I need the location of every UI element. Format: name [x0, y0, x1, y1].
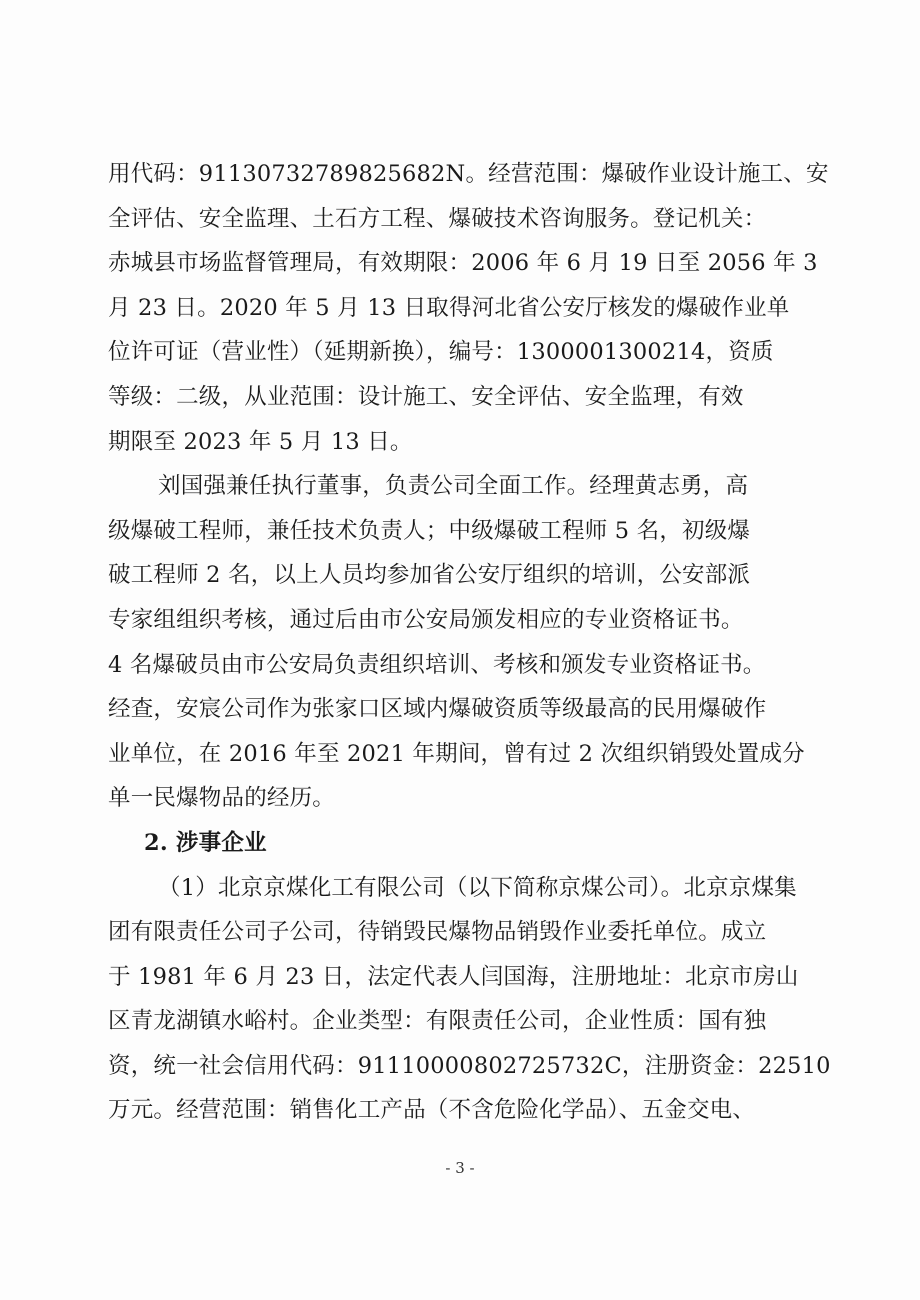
section-heading: 2. 涉事企业 — [144, 829, 267, 856]
text-line: 经查，安宸公司作为张家口区域内爆破资质等级最高的民用爆破作 — [108, 696, 767, 723]
text-line: 区青龙湖镇水峪村。企业类型：有限责任公司，企业性质：国有独 — [108, 1008, 767, 1035]
text-line: 用代码：91130732789825682N。经营范围：爆破作业设计施工、安 — [108, 161, 829, 187]
page-number: - 3 - — [445, 1159, 475, 1177]
body-text — [108, 152, 831, 1133]
text-line: 等级：二级，从业范围：设计施工、安全评估、安全监理，有效 — [108, 383, 744, 410]
text-line: 刘国强兼任执行董事，负责公司全面工作。经理黄志勇，高 — [158, 473, 749, 500]
text-line: 月 23 日。2020 年 5 月 13 日取得河北省公安厅核发的爆破作业单 — [108, 294, 790, 321]
text-line: 全评估、安全监理、土石方工程、爆破技术咨询服务。登记机关： — [108, 205, 767, 232]
text-line: 资，统一社会信用代码：91110000802725732C，注册资金：22510 — [108, 1052, 831, 1079]
text-line: 专家组组织考核，通过后由市公安局颁发相应的专业资格证书。 — [108, 606, 744, 633]
text-line: （1）北京京煤化工有限公司（以下简称京煤公司）。北京京煤集 — [158, 874, 797, 901]
text-line: 级爆破工程师，兼任技术负责人；中级爆破工程师 5 名，初级爆 — [108, 517, 751, 544]
text-line: 赤城县市场监督管理局，有效期限：2006 年 6 月 19 日至 2056 年 3 — [108, 250, 818, 277]
text-line: 团有限责任公司子公司，待销毁民爆物品销毁作业委托单位。成立 — [108, 919, 767, 946]
text-line: 位许可证（营业性）（延期新换），编号：1300001300214，资质 — [108, 339, 774, 366]
text-line: 万元。经营范围：销售化工产品（不含危险化学品）、五金交电、 — [108, 1097, 756, 1124]
text-line: 破工程师 2 名，以上人员均参加省公安厅组织的培训，公安部派 — [108, 562, 751, 589]
text-line: 单一民爆物品的经历。 — [108, 785, 336, 812]
text-line: 于 1981 年 6 月 23 日，法定代表人闫国海，注册地址：北京市房山 — [108, 963, 799, 990]
text-line: 4 名爆破员由市公安局负责组织培训、考核和颁发专业资格证书。 — [108, 651, 766, 678]
text-line: 业单位，在 2016 年至 2021 年期间，曾有过 2 次组织销毁处置成分 — [108, 740, 805, 767]
text-line: 期限至 2023 年 5 月 13 日。 — [108, 428, 413, 455]
